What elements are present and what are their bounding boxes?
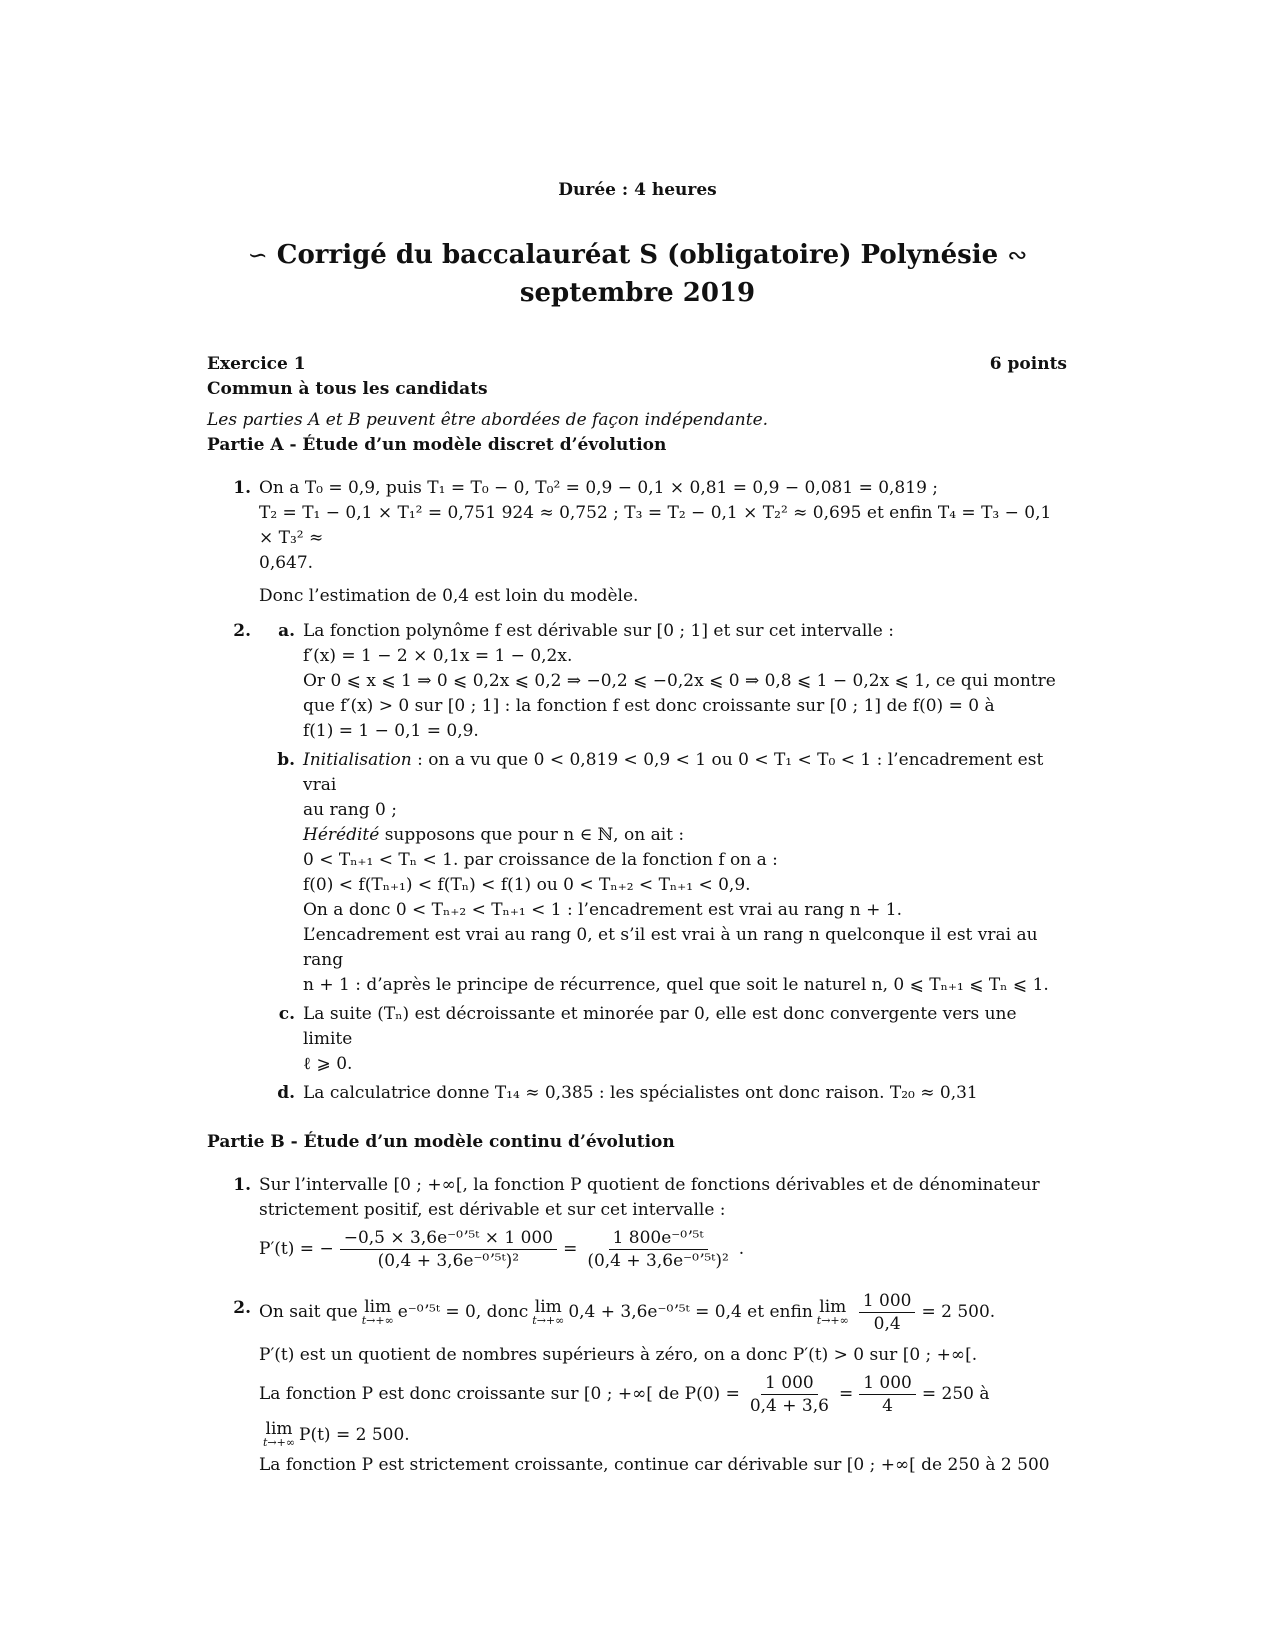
fraction: $\frac{1 000}{4}$	[859, 1372, 916, 1417]
question-number: 2.	[233, 1298, 251, 1318]
ornament-left-icon: ∽	[247, 241, 268, 269]
initialisation-label: Initialisation	[303, 750, 412, 770]
text-line: La fonction polynôme f est dérivable sur [0 ; 1] et sur cet intervalle :	[303, 621, 894, 641]
subquestion-a	[259, 619, 1067, 744]
content	[207, 352, 1067, 1478]
exercise-header	[207, 352, 1067, 377]
text-line: f(1) = 1 − 0,1 = 0,9.	[303, 721, 479, 741]
exercise-points: 6 points	[989, 354, 1067, 374]
page-title	[0, 236, 1275, 312]
text-line: La suite (Tₙ) est décroissante et minorée par 0, elle est donc convergente vers une limite	[303, 1004, 1017, 1049]
title-line-2: septembre 2019	[519, 278, 756, 308]
partA-title: Partie A - Étude d’un modèle discret d’évolution	[207, 435, 667, 455]
limit: lim t→+∞	[816, 1296, 849, 1327]
subquestion-letter: c.	[278, 1004, 295, 1024]
text-line: Hérédité supposons que pour n ∈ ℕ, on ait :	[303, 825, 685, 845]
text-line: f′(x) = 1 − 2 × 0,1x = 1 − 0,2x.	[303, 646, 573, 666]
fraction: $\frac{\text{1 800e⁻⁰ʼ⁵ᵗ}}{\text{(0,4 + 3,6e⁻⁰ʼ⁵ᵗ)²}}$	[587, 1228, 729, 1271]
text-line: La calculatrice donne T₁₄ ≈ 0,385 : les spécialistes ont donc raison. T₂₀ ≈ 0,31	[303, 1083, 978, 1103]
text-line: 0 < Tₙ₊₁ < Tₙ < 1. par croissance de la fonction f on a :	[303, 850, 778, 870]
text-line: 0,647.	[259, 553, 314, 573]
question-number: 2.	[233, 621, 251, 641]
duration: Durée : 4 heures	[558, 180, 717, 200]
fraction: $\frac{\text{−0,5 × 3,6e⁻⁰ʼ⁵ᵗ × 1 000}}{\text{(0,4 + 3,6e⁻⁰ʼ⁵ᵗ)²}}$	[340, 1227, 557, 1272]
partB-question-1	[207, 1173, 1067, 1276]
text-line: strictement positif, est dérivable et sur cet intervalle :	[259, 1200, 726, 1220]
exercise-audience: Commun à tous les candidats	[207, 379, 488, 399]
text-line: ℓ ⩾ 0.	[303, 1054, 353, 1074]
partB-question-2	[207, 1286, 1067, 1478]
text-line: La fonction P est donc croissante sur [0 ; +∞[ de P(0) = $\frac{1 000}{0,4 + 3,6}$ = $\frac{1 000}{4}$ = 250 à	[259, 1373, 990, 1416]
text-line: Or 0 ⩽ x ⩽ 1 ⇒ 0 ⩽ 0,2x ⩽ 0,2 ⇒ −0,2 ⩽ −0,2x ⩽ 0 ⇒ 0,8 ⩽ 1 − 0,2x ⩽ 1, ce qui montre	[303, 671, 1056, 691]
subquestion-letter: b.	[277, 750, 295, 770]
text-line: au rang 0 ;	[303, 800, 397, 820]
fraction: $\frac{1 000}{0,4 + 3,6}$	[749, 1373, 829, 1416]
text-line: Initialisation : on a vu que 0 < 0,819 < 0,9 < 1 ou 0 < T₁ < T₀ < 1 : l’encadrement est vrai	[303, 750, 1044, 795]
text-line: f(0) < f(Tₙ₊₁) < f(Tₙ) < f(1) ou 0 < Tₙ₊₂ < Tₙ₊₁ < 0,9.	[303, 875, 751, 895]
limits-line: On sait que lim t→+∞ e⁻⁰ʼ⁵ᵗ = 0, donc lim t→+∞ 0,4 + 3,6e⁻⁰ʼ⁵ᵗ = 0,4 et enfin lim t→+∞ $\frac{1 000}{0,4}$ = 2 500.	[259, 1291, 996, 1334]
exercise-title: Exercice 1	[207, 354, 306, 374]
fraction: $\frac{1 000}{0,4}$	[859, 1290, 916, 1335]
subquestion-b	[259, 748, 1067, 998]
text-line: P′(t) est un quotient de nombres supérieurs à zéro, on a donc P′(t) > 0 sur [0 ; +∞[.	[259, 1345, 978, 1365]
ornament-right-icon: ∾	[1007, 241, 1028, 269]
text-line: que f′(x) > 0 sur [0 ; 1] : la fonction f est donc croissante sur [0 ; 1] de f(0) = 0 à	[303, 696, 995, 716]
exercise-intro: Les parties A et B peuvent être abordées de façon indépendante.	[207, 410, 769, 430]
question-number: 1.	[233, 478, 251, 498]
limit: lim t→+∞	[263, 1419, 296, 1449]
text-line: L’encadrement est vrai au rang 0, et s’il est vrai à un rang n quelconque il est vrai au rang	[303, 925, 1038, 970]
subquestion-c	[259, 1002, 1067, 1077]
text-line: Donc l’estimation de 0,4 est loin du modèle.	[259, 586, 639, 606]
text-line: On a T₀ = 0,9, puis T₁ = T₀ − 0, T₀² = 0,9 − 0,1 × 0,81 = 0,9 − 0,081 = 0,819 ;	[259, 478, 939, 498]
partA-question-1	[207, 476, 1067, 609]
partB-title: Partie B - Étude d’un modèle continu d’évolution	[207, 1132, 675, 1152]
text-line: Sur l’intervalle [0 ; +∞[, la fonction P quotient de fonctions dérivables et de dénominateur	[259, 1175, 1040, 1195]
limit: lim t→+∞	[532, 1296, 565, 1327]
text-line: T₂ = T₁ − 0,1 × T₁² = 0,751 924 ≈ 0,752 ; T₃ = T₂ − 0,1 × T₂² ≈ 0,695 et enfin T₄ = T₃ − 0,1 × T₃² ≈	[259, 503, 1052, 548]
subquestion-letter: a.	[278, 621, 295, 641]
limit: lim t→+∞	[361, 1296, 394, 1327]
subquestion-d	[259, 1081, 1067, 1106]
partA-question-2	[207, 619, 1067, 1106]
subquestion-letter: d.	[277, 1083, 295, 1103]
text-line: lim t→+∞ P(t) = 2 500.	[263, 1419, 410, 1449]
text-line: n + 1 : d’après le principe de récurrence, quel que soit le naturel n, 0 ⩽ Tₙ₊₁ ⩽ Tₙ ⩽ 1.	[303, 975, 1049, 995]
question-number: 1.	[233, 1175, 251, 1195]
text-line: La fonction P est strictement croissante, continue car dérivable sur [0 ; +∞[ de 250 à 2 500	[259, 1455, 1050, 1475]
derivative-formula: P′(t) = − $\frac{\text{−0,5 × 3,6e⁻⁰ʼ⁵ᵗ × 1 000}}{\text{(0,4 + 3,6e⁻⁰ʼ⁵ᵗ)²}}$ = $\frac{\text{1 800e⁻⁰ʼ⁵ᵗ}}{\text{(0,4 + 3,6e⁻⁰ʼ⁵ᵗ)²}}$ .	[259, 1228, 745, 1271]
text-line: On a donc 0 < Tₙ₊₂ < Tₙ₊₁ < 1 : l’encadrement est vrai au rang n + 1.	[303, 900, 902, 920]
heredite-label: Hérédité	[303, 825, 380, 845]
title-line-1: Corrigé du baccalauréat S (obligatoire) Polynésie	[276, 240, 999, 270]
